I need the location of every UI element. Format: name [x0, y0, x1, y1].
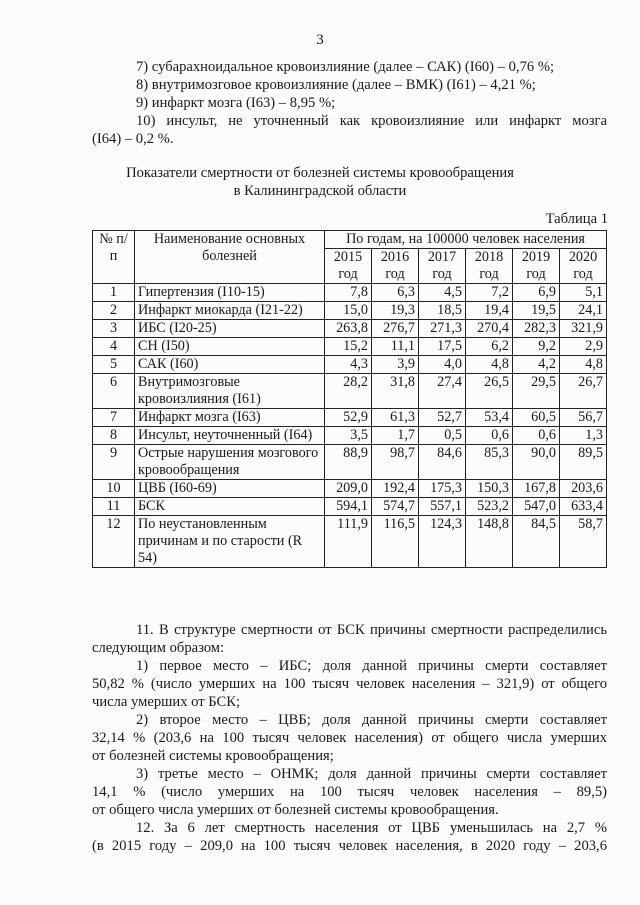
mortality-value: 4,3 — [325, 356, 372, 374]
table-row — [93, 480, 607, 498]
col-header-year: 2017 год — [419, 249, 466, 284]
col-header-year: 2016 год — [372, 249, 419, 284]
table-row — [93, 409, 607, 427]
mortality-value: 1,3 — [560, 427, 607, 445]
col-header-name: Наименование основных болезней — [135, 231, 325, 284]
mortality-value: 26,5 — [466, 374, 513, 409]
mortality-value: 4,0 — [419, 356, 466, 374]
mortality-value: 53,4 — [466, 409, 513, 427]
mortality-value: 84,5 — [513, 516, 560, 568]
row-number: 4 — [93, 338, 135, 356]
row-number: 8 — [93, 427, 135, 445]
col-header-year: 2020 год — [560, 249, 607, 284]
col-header-year: 2018 год — [466, 249, 513, 284]
mortality-value: 29,5 — [513, 374, 560, 409]
mortality-value: 167,8 — [513, 480, 560, 498]
mortality-value: 0,5 — [419, 427, 466, 445]
intro-item-8: 8) внутримозговое кровоизлияние (далее – ВМК) (I61) – 4,21 %; — [136, 77, 536, 93]
mortality-value: 18,5 — [419, 302, 466, 320]
mortality-value: 633,4 — [560, 498, 607, 516]
mortality-value: 276,7 — [372, 320, 419, 338]
mortality-value: 4,8 — [560, 356, 607, 374]
mortality-value: 0,6 — [466, 427, 513, 445]
mortality-value: 90,0 — [513, 445, 560, 480]
mortality-value: 116,5 — [372, 516, 419, 568]
mortality-value: 271,3 — [419, 320, 466, 338]
disease-name: Инфаркт мозга (I63) — [135, 409, 325, 427]
mortality-value: 594,1 — [325, 498, 372, 516]
disease-name: Острые нарушения мозгового кровообращения — [135, 445, 325, 480]
mortality-value: 19,5 — [513, 302, 560, 320]
mortality-value: 85,3 — [466, 445, 513, 480]
row-number: 9 — [93, 445, 135, 480]
mortality-value: 11,1 — [372, 338, 419, 356]
mortality-value: 19,4 — [466, 302, 513, 320]
mortality-value: 26,7 — [560, 374, 607, 409]
mortality-value: 19,3 — [372, 302, 419, 320]
mortality-value: 282,3 — [513, 320, 560, 338]
row-number: 3 — [93, 320, 135, 338]
disease-name: По неустановленным причинам и по старости (R 54) — [135, 516, 325, 568]
mortality-value: 175,3 — [419, 480, 466, 498]
col-header-year: 2019 год — [513, 249, 560, 284]
mortality-value: 7,8 — [325, 284, 372, 302]
row-number: 1 — [93, 284, 135, 302]
p11-line: 1) первое место – ИБС; доля данной причины смерти составляет — [136, 658, 607, 674]
mortality-value: 203,6 — [560, 480, 607, 498]
mortality-value: 547,0 — [513, 498, 560, 516]
disease-name: БСК — [135, 498, 325, 516]
mortality-value: 321,9 — [560, 320, 607, 338]
p11-line: от болезней системы кровообращения; — [92, 748, 334, 764]
disease-name: Гипертензия (I10-15) — [135, 284, 325, 302]
mortality-value: 31,8 — [372, 374, 419, 409]
mortality-value: 98,7 — [372, 445, 419, 480]
intro-item-10-cont: (I64) – 0,2 %. — [92, 131, 174, 147]
p11-line: 14,1 % (число умерших на 100 тысяч человек населения – 89,5) — [92, 784, 607, 800]
mortality-value: 3,9 — [372, 356, 419, 374]
mortality-value: 574,7 — [372, 498, 419, 516]
mortality-value: 209,0 — [325, 480, 372, 498]
intro-item-7: 7) субарахноидальное кровоизлияние (далее – САК) (I60) – 0,76 %; — [136, 59, 555, 75]
mortality-value: 61,3 — [372, 409, 419, 427]
row-number: 5 — [93, 356, 135, 374]
mortality-value: 7,2 — [466, 284, 513, 302]
col-header-num: № п/п — [93, 231, 135, 284]
p11-line: 2) второе место – ЦВБ; доля данной причины смерти составляет — [136, 712, 607, 728]
mortality-value: 84,6 — [419, 445, 466, 480]
mortality-value: 28,2 — [325, 374, 372, 409]
table-caption: Таблица 1 — [545, 211, 608, 227]
mortality-value: 148,8 — [466, 516, 513, 568]
table-row — [93, 338, 607, 356]
mortality-value: 6,2 — [466, 338, 513, 356]
row-number: 2 — [93, 302, 135, 320]
row-number: 10 — [93, 480, 135, 498]
disease-name: ЦВБ (I60-69) — [135, 480, 325, 498]
mortality-value: 6,9 — [513, 284, 560, 302]
mortality-value: 523,2 — [466, 498, 513, 516]
table-row — [93, 498, 607, 516]
table-row — [93, 374, 607, 409]
mortality-value: 56,7 — [560, 409, 607, 427]
p12-line: 12. За 6 лет смертность населения от ЦВБ уменьшилась на 2,7 % — [136, 820, 607, 836]
col-header-year: 2015 год — [325, 249, 372, 284]
p12-line: (в 2015 году – 209,0 на 100 тысяч человек населения, в 2020 году – 203,6 — [92, 838, 607, 854]
mortality-value: 52,9 — [325, 409, 372, 427]
p11-line: 3) третье место – ОНМК; доля данной причины смерти составляет — [136, 766, 607, 782]
table-row — [93, 320, 607, 338]
row-number: 11 — [93, 498, 135, 516]
intro-item-9: 9) инфаркт мозга (I63) – 8,95 %; — [136, 95, 336, 111]
table-row — [93, 284, 607, 302]
table-heading-line1: Показатели смертности от болезней системы кровообращения — [126, 165, 514, 181]
mortality-value: 124,3 — [419, 516, 466, 568]
row-number: 7 — [93, 409, 135, 427]
p11-line: 50,82 % (число умерших на 100 тысяч человек населения – 321,9) от общего — [92, 676, 607, 692]
mortality-value: 88,9 — [325, 445, 372, 480]
page-number: 3 — [316, 32, 324, 48]
p11-line: 32,14 % (203,6 на 100 тысяч человек населения) от общего числа умерших — [92, 730, 607, 746]
mortality-table — [92, 230, 607, 568]
mortality-value: 52,7 — [419, 409, 466, 427]
mortality-value: 5,1 — [560, 284, 607, 302]
disease-name: СН (I50) — [135, 338, 325, 356]
table-row — [93, 516, 607, 568]
mortality-value: 150,3 — [466, 480, 513, 498]
mortality-value: 58,7 — [560, 516, 607, 568]
table-row — [93, 427, 607, 445]
mortality-value: 1,7 — [372, 427, 419, 445]
table-row — [93, 445, 607, 480]
row-number: 6 — [93, 374, 135, 409]
col-header-group: По годам, на 100000 человек населения — [325, 231, 607, 249]
p11-line: следующим образом: — [92, 640, 225, 656]
mortality-value: 24,1 — [560, 302, 607, 320]
mortality-value: 0,6 — [513, 427, 560, 445]
mortality-value: 89,5 — [560, 445, 607, 480]
mortality-value: 4,8 — [466, 356, 513, 374]
mortality-value: 60,5 — [513, 409, 560, 427]
table-row — [93, 302, 607, 320]
p11-line: 11. В структуре смертности от БСК причины смертности распределились — [136, 622, 607, 638]
disease-name: Инсульт, неуточненный (I64) — [135, 427, 325, 445]
mortality-value: 270,4 — [466, 320, 513, 338]
mortality-value: 557,1 — [419, 498, 466, 516]
mortality-value: 15,2 — [325, 338, 372, 356]
mortality-value: 4,2 — [513, 356, 560, 374]
mortality-value: 2,9 — [560, 338, 607, 356]
p11-line: числа умерших от БСК; — [92, 694, 241, 710]
mortality-value: 192,4 — [372, 480, 419, 498]
intro-item-10: 10) инсульт, не уточненный как кровоизлияние или инфаркт мозга — [136, 113, 607, 129]
mortality-value: 15,0 — [325, 302, 372, 320]
mortality-value: 17,5 — [419, 338, 466, 356]
disease-name: Инфаркт миокарда (I21-22) — [135, 302, 325, 320]
mortality-value: 3,5 — [325, 427, 372, 445]
table-heading-line2: в Калининградской области — [233, 183, 407, 199]
mortality-value: 6,3 — [372, 284, 419, 302]
mortality-value: 263,8 — [325, 320, 372, 338]
table-row — [93, 356, 607, 374]
mortality-value: 4,5 — [419, 284, 466, 302]
disease-name: ИБС (I20-25) — [135, 320, 325, 338]
row-number: 12 — [93, 516, 135, 568]
mortality-value: 111,9 — [325, 516, 372, 568]
mortality-value: 9,2 — [513, 338, 560, 356]
mortality-value: 27,4 — [419, 374, 466, 409]
p11-line: от общего числа умерших от болезней системы кровообращения. — [92, 802, 499, 818]
disease-name: САК (I60) — [135, 356, 325, 374]
disease-name: Внутримозговые кровоизлияния (I61) — [135, 374, 325, 409]
